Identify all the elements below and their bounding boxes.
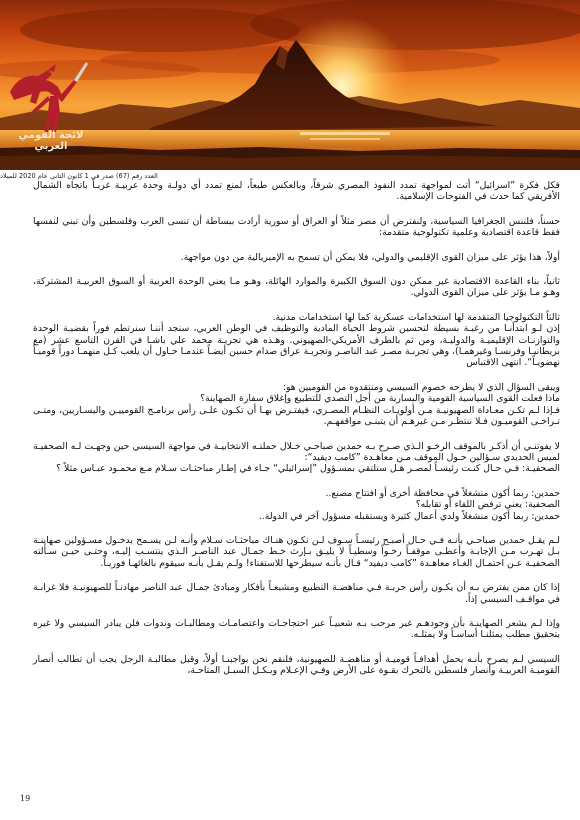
header-banner	[0, 0, 580, 170]
paragraph: لا يفوتنـي أن أذكـر بالموقف الرخـو الـذي صـرح بـه حمدين صباحـي خـلال حملتـه الانتخابيـة في مواجهة السيسي حين وجهـت لـه الصحفيـة لميس الحديدي سـؤالين حـول الموقف مـن معاهـدة ”كامب ديفيد“:	[33, 440, 560, 463]
paragraph: لـم يقـل حمدين صباحـي بأنـه فـي حـال أصبـح رئيسـاً سـوف لـن تكـون هنـاك مباحثـات سـلام وأنـه لـن يسـمح بدخـول مسـؤولين صهاينـة بـل تهـرب مـن الإجابـة وأعطـى موقفـاً رخـواً وسطيـاً لا يليـق بـإرث خـط جمـال عبد الناصـر الـذي ينتسـب إليـه، وحتـى حيـن سـألته الصحفيـة عـن احتمـال الغـاء معاهـدة ”كامب ديفيد“ قـال بأنـه سيطرحها للاستفتاء! ولـم يقـل بأنـه سيقوم بالغائهـا فوريـاً.	[33, 534, 560, 569]
paragraph: فكل فكرة ”اسرائيل“ أتت لمواجهة تمدد النفوذ المصري شرقاً، وبالعكس طبعاً، لمنع تمدد أي دولـة وحدة عربيـة غربـاً باتجاه الشمال الأفريقي كما حدث في الفتوحات الإسلامية.	[33, 180, 560, 203]
paragraph: إذن لـو ابتدأنـا من رغبـة بسيطة لتحسين شروط الحياة المادية والتوظيف في الوطن العربي، سنجد أننـا سنرتطم فوراً بقضيـة الوحدة والتوازنـات الإقليميـة والدوليـة، ومن ثم بالطرف الأمريكي-الصهيوني. وهـذه هي تجربـة محمد علي باشـا في القرن التاسع عشر (مع بريطانيـا وفرنسـا وغيرهمـا)، وهي تجربـة مصـر عبد الناصـر وتجربـة عراق صدام حسين أيضـاً عندمـا حـاول أن يلعب كـل منهمـا دوراً قوميـاً نهضويـاً“. انتهى الاقتباس	[33, 323, 560, 369]
paragraph: أولاً، هذا يؤثر على ميزان القوى الإقليمي والدولي، فلا يمكن أن تسمح به الإمبريالية من دون مواجهة.	[180, 251, 560, 263]
page-number: 19	[20, 794, 31, 803]
paragraph: ويبقى السؤال الذي لا يطرحه خصوم السيسي ومنتقدوه من القوميين هو:	[282, 381, 560, 393]
issue-info: العدد رقم (67) صدر في 1 كانون الثاني عام 2020 للميلاد	[0, 172, 158, 180]
paragraph: فـإذا لـم تكـن معـاداة الصهيونيـة مـن أولويـات النظـام المصـري، فيفتـرض بهـا أن تكـون علـى رأس برنامـج القومييـن واليسـاريين، ومتـى تـراخـى القوميـون فـلا ننتظـر مـن غيرهـم أن يتبنـى مواقفهـم.	[33, 404, 560, 428]
article-body	[33, 180, 560, 690]
paragraph: ماذا فعلت القوى السياسية القومية واليسارية من أجل التصدي للتطبيع وإغلاق سفارة الصهاينة؟	[200, 393, 560, 405]
paragraph: الصحفيـة: فـي حـال كنـت رئيسـاً لمصـر هـل ستلتقي بمسـؤول ”إسرائيلي“ جـاء في إطـار مباحثـات سـلام مـع محمـود عبـاس مثلاً ؟	[56, 463, 560, 475]
paragraph: وإذا لـم يشعر الصهاينـة بأن وجودهـم غير مرحب بـه شعبيـاً عبر احتجاجـات واعتصامـات ومطالبـات وندوات فلن يبادر السيسي ولا غيره بتحقيق مطلب يمثلنـا أساسـاً ولا يمثلـه.	[33, 617, 560, 641]
logo-caption: لائحة القومي العربي	[18, 130, 84, 152]
paragraph: السيسي لـم يصرح بأنـه يحمل أهدافـاً قوميـة أو مناهضـة للصهيونية، فلنقم نحن بواجبنـا أولاً، وقبل مطالبـة الرجل يجب أن تطالب أنصار القوميـة العربيـة وأنصار فلسطين بالتحرك بقـوة على الأرض وفـي الإعـلام وبـكـل السبـل المتاحـة،	[33, 653, 560, 677]
dialogue-line: الصحفية: يعني ترفض اللقاء أو تقابله؟	[415, 499, 560, 511]
paragraph: ثانياً، بناء القاعدة الاقتصادية غير ممكن دون السوق الكبيرة والموارد الهائلة، وهـو مـا يعني الوحدة العربية أو السوق العربيـة المشتركة، وهـو مـا يؤثر على ميزان القوى الدولي.	[33, 276, 560, 299]
dialogue-line: حمدين: ربما أكون منشغلاً ولدي أعمال كثيرة ويستقبله مسؤول آخر في الدولة..	[258, 510, 560, 522]
paragraph: إذا كان ممن يفترض بـه أن يكـون رأس حربـة فـي مناهضـة التطبيع ومشبعـاً بأفكار ومبادئ جمـال عبد الناصر مهادنـاً للصهيونيـة فلا غرابـة في مواقـف السيسي إذاً.	[33, 582, 560, 605]
paragraph: حسناً، فلننس الجغرافيا السياسية، ولنفترض أن مصر مثلاً أو العراق أو سورية أرادت ببساطة أن تنسى العرب وفلسطين وأن تبني لنفسها فقط قاعدة اقتصادية وعلمية تكنولوجية متقدمة:	[33, 215, 560, 239]
dialogue-line: حمدين: ربما أكون منشغلاً في محافظة أخرى أو افتتاح مصنع..	[325, 487, 560, 499]
paragraph: ثالثاً التكنولوجيا المتقدمة لها استخدامات عسكرية كما لها استخدامات مدنية.	[272, 311, 560, 323]
